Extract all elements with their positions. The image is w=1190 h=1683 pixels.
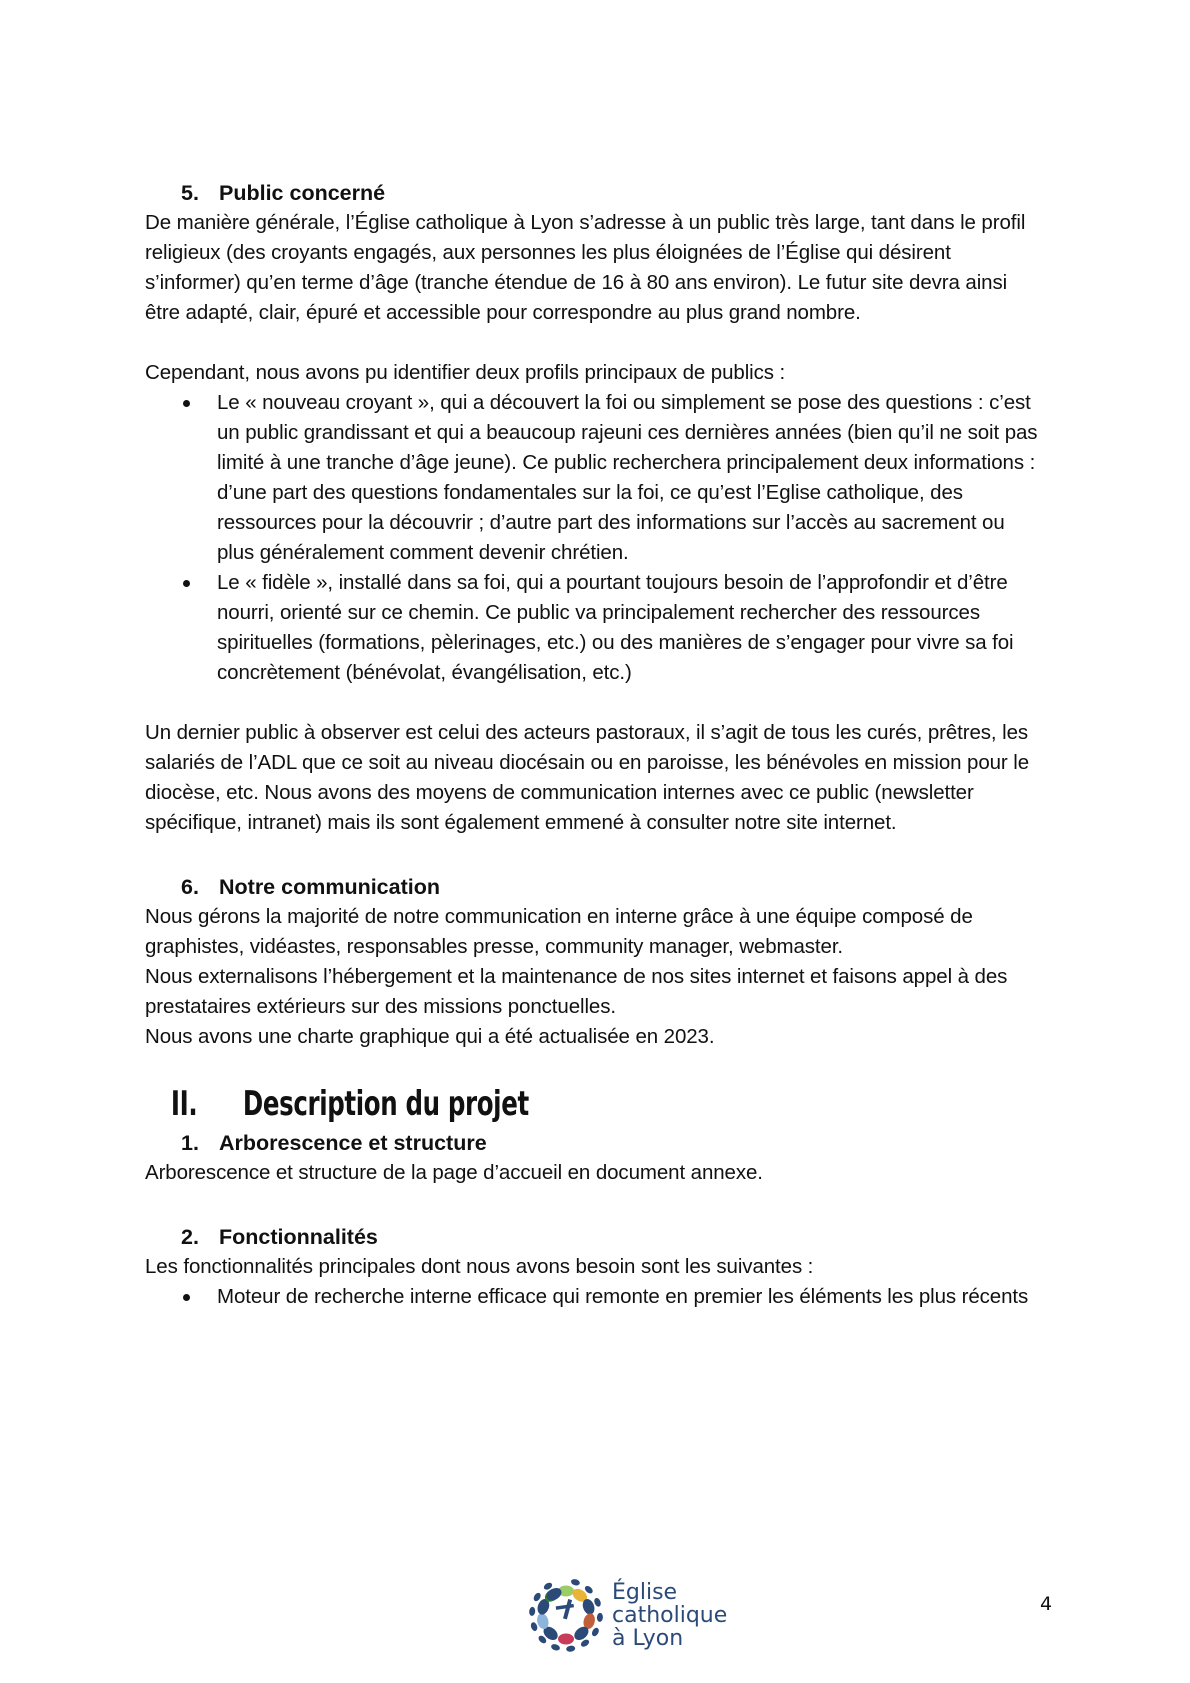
profiles-intro-paragraph: Cependant, nous avons pu identifier deux profils principaux de publics : (145, 361, 786, 384)
section-number: 6. (181, 875, 199, 899)
section-title: Fonctionnalités (219, 1225, 378, 1249)
logo-petal (532, 1592, 542, 1603)
list-item-text: Le « nouveau croyant », qui a découvert la foi ou simplement se pose des questions : c’est un public grandissant et qui a beaucoup rajeuni ces dernières années (bien qu’il ne soit pas limité à une tranche d’âge jeune). Ce public recherchera principalement deux informations : d’une part des questions fondamentales sur la foi, ce qu’est l’Eglise catholique, des ressources pour la découvrir ; d’autre part des informations sur l’accès au sacrement ou plus généralement comment devenir chrétien. (217, 391, 1038, 564)
section-title: Notre communication (219, 875, 440, 899)
bullet-icon (183, 1294, 190, 1301)
bullet-icon (183, 580, 190, 587)
chapter-title: Description du projet (242, 1084, 529, 1124)
chapter-heading-project (145, 1080, 793, 1128)
logo-petal (591, 1627, 601, 1638)
logo-petal (566, 1645, 576, 1652)
section-title: Public concerné (219, 181, 386, 205)
list-item (145, 388, 1045, 568)
logo-petal (570, 1578, 580, 1586)
public-intro-paragraph: De manière générale, l’Église catholique à Lyon s’adresse à un public très large, tant dans le profil religieux (des croyants engagés, aux personnes les plus éloignées de l’Église qui désirent s’informer) qu’en terme d’âge (tranche étendue de 16 à 80 ans environ). Le futur site devra ainsi être adapté, clair, épuré et accessible pour correspondre au plus grand nombre. (145, 211, 1026, 324)
section-number: 1. (181, 1131, 199, 1155)
profiles-list (145, 388, 1045, 688)
document-page (145, 178, 1045, 1312)
logo-line: catholique (612, 1602, 728, 1628)
list-item-text: Le « fidèle », installé dans sa foi, qui a pourtant toujours besoin de l’approfondir et d’être nourri, orienté sur ce chemin. Ce public va principalement rechercher des ressources spirituelles (formations, pèlerinages, etc.) ou des manières de s’engager pour vivre sa foi concrètement (bénévolat, évangélisation, etc.) (217, 571, 1014, 684)
features-intro-paragraph: Les fonctionnalités principales dont nous avons besoin sont les suivantes : (145, 1255, 814, 1278)
logo-petal (580, 1638, 591, 1648)
logo-petal (558, 1634, 574, 1645)
communication-paragraph-3: Nous avons une charte graphique qui a été actualisée en 2023. (145, 1025, 715, 1048)
communication-paragraph-2: Nous externalisons l’hébergement et la maintenance de nos sites internet et faisons appel à des prestataires extérieurs sur des missions ponctuelles. (145, 965, 1008, 1018)
diocese-logo-icon (528, 1578, 604, 1652)
list-item-text: Moteur de recherche interne efficace qui remonte en premier les éléments les plus récents (217, 1285, 1029, 1308)
logo-line: Église (612, 1579, 678, 1605)
logo-petal (530, 1621, 539, 1632)
communication-paragraph-1: Nous gérons la majorité de notre communication en interne grâce à une équipe composé de graphistes, vidéastes, responsables presse, community manager, webmaster. (145, 905, 973, 958)
bullet-icon (183, 400, 190, 407)
section-heading-features (145, 1222, 1045, 1252)
logo-cross (556, 1604, 574, 1610)
section-heading-structure (145, 1128, 1045, 1158)
list-item (145, 568, 1045, 688)
logo-petal (593, 1597, 602, 1608)
footer-logo (528, 1578, 727, 1652)
list-item (145, 1282, 1045, 1312)
section-number: 5. (181, 181, 199, 205)
chapter-number: II. (170, 1084, 198, 1124)
logo-petal (550, 1643, 560, 1651)
page-number: 4 (1040, 1593, 1053, 1615)
logo-cross (563, 1599, 572, 1619)
logo-petal (529, 1607, 536, 1617)
features-list (145, 1282, 1045, 1312)
logo-text (612, 1581, 727, 1650)
logo-petal (597, 1613, 604, 1622)
structure-paragraph: Arborescence et structure de la page d’accueil en document annexe. (145, 1161, 763, 1184)
section-heading-public (145, 178, 1045, 208)
section-heading-communication (145, 872, 1045, 902)
section-title: Arborescence et structure (219, 1131, 487, 1155)
pastoral-paragraph: Un dernier public à observer est celui des acteurs pastoraux, il s’agit de tous les curés, prêtres, les salariés de l’ADL que ce soit au niveau diocésain ou en paroisse, les bénévoles en mission pour le diocèse, etc. Nous avons des moyens de communication internes avec ce public (newsletter spécifique, intranet) mais ils sont également emmené à consulter notre site internet. (145, 721, 1030, 834)
logo-line: à Lyon (612, 1625, 684, 1651)
section-number: 2. (181, 1225, 199, 1249)
